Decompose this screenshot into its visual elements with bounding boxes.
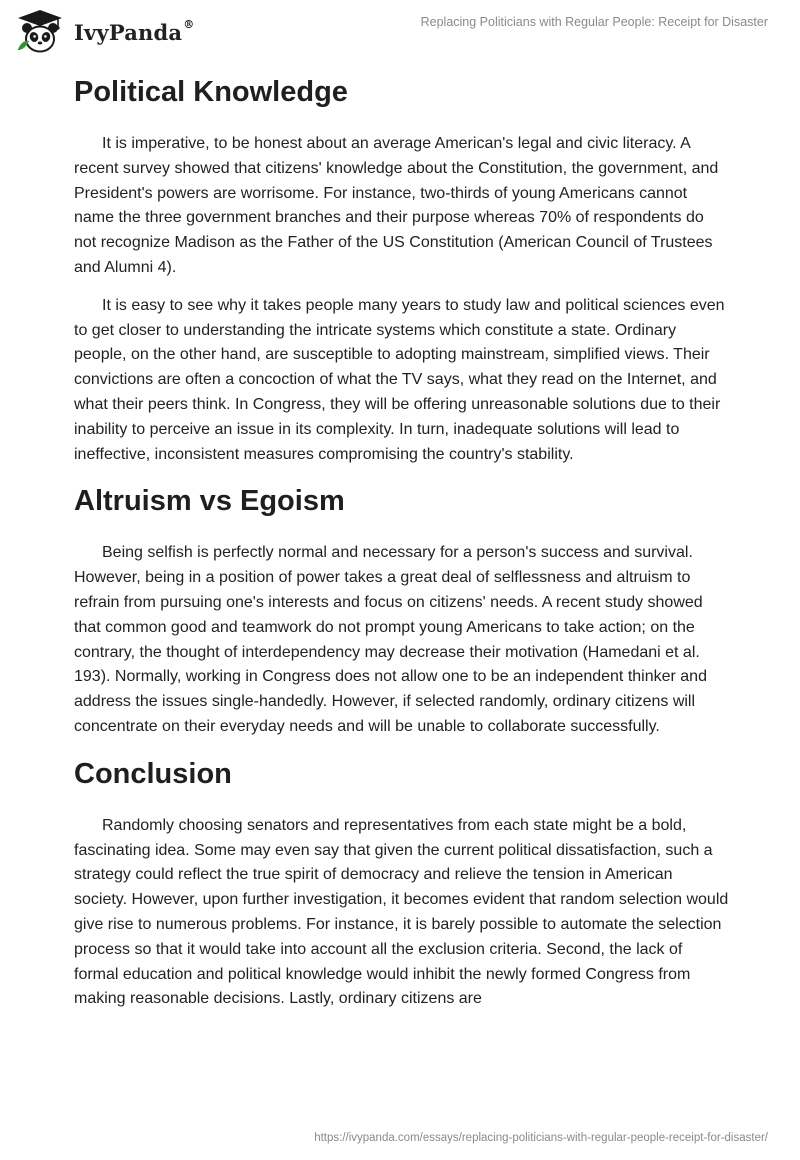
logo-wordmark: IvyPanda® — [74, 17, 195, 45]
running-title: Replacing Politicians with Regular People: Receipt for Disaster — [420, 15, 768, 29]
paragraph: It is easy to see why it takes people many years to study law and political sciences even to get closer to understanding the intricate systems which constitute a state. Ordinary people, on the other hand, are susceptible to adopting mainstream, simplified views. Their convictions are often a concoction of what the TV says, what they read on the Internet, and what their peers think. In Congress, they will be offering unreasonable solutions due to their inability to perceive an issue in its complexity. In turn, inadequate solutions will lead to ineffective, inconsistent measures compromising the country's stability. — [74, 296, 725, 463]
paragraph: Being selfish is perfectly normal and necessary for a person's success and survival. However, being in a position of power takes a great deal of selflessness and altruism to refrain from pursuing one's interests and focus on citizens' needs. A recent study showed that common good and teamwork do not prompt young Americans to take action; on the contrary, the thought of interdependency may decrease their motivation (Hamedani et al. 193). Normally, working in Congress does not allow one to be an independent thinker and address the issues single-handedly. However, if selected randomly, ordinary citizens will concentrate on their everyday needs and will be unable to collaborate successfully. — [74, 544, 707, 735]
section-heading-conclusion: Conclusion — [74, 757, 232, 790]
section-heading-altruism-vs-egoism: Altruism vs Egoism — [74, 485, 345, 518]
paragraph: It is imperative, to be honest about an average American's legal and civic literacy. A recent survey showed that citizens' knowledge about the Constitution, the government, and President's powers are worrisome. For instance, two-thirds of young Americans cannot name the three government branches and their purpose whereas 70% of respondents do not recognize Madison as the Father of the US Constitution (American Council of Trustees and Alumni 4). — [74, 135, 719, 276]
section-heading-political-knowledge: Political Knowledge — [74, 76, 348, 108]
panda-graduate-icon — [14, 8, 66, 56]
essay-content — [74, 70, 730, 1012]
page-header — [0, 0, 800, 62]
paragraph: Randomly choosing senators and representatives from each state might be a bold, fascinating idea. Some may even say that given the current political dissatisfaction, such a strategy could reflect the true spirit of democracy and relieve the tension in American society. However, upon further investigation, it becomes evident that random selection would give rise to numerous problems. For instance, it is barely possible to automate the selection process so that it would take into account all the exclusion criteria. Second, the lack of formal education and political knowledge would inhibit the newly formed Congress from making reasonable decisions. Lastly, ordinary citizens are — [74, 816, 729, 1008]
source-url-link[interactable]: https://ivypanda.com/essays/replacing-politicians-with-regular-people-receipt-for-disaster/ — [314, 1132, 768, 1144]
ivypanda-logo[interactable] — [14, 8, 194, 56]
